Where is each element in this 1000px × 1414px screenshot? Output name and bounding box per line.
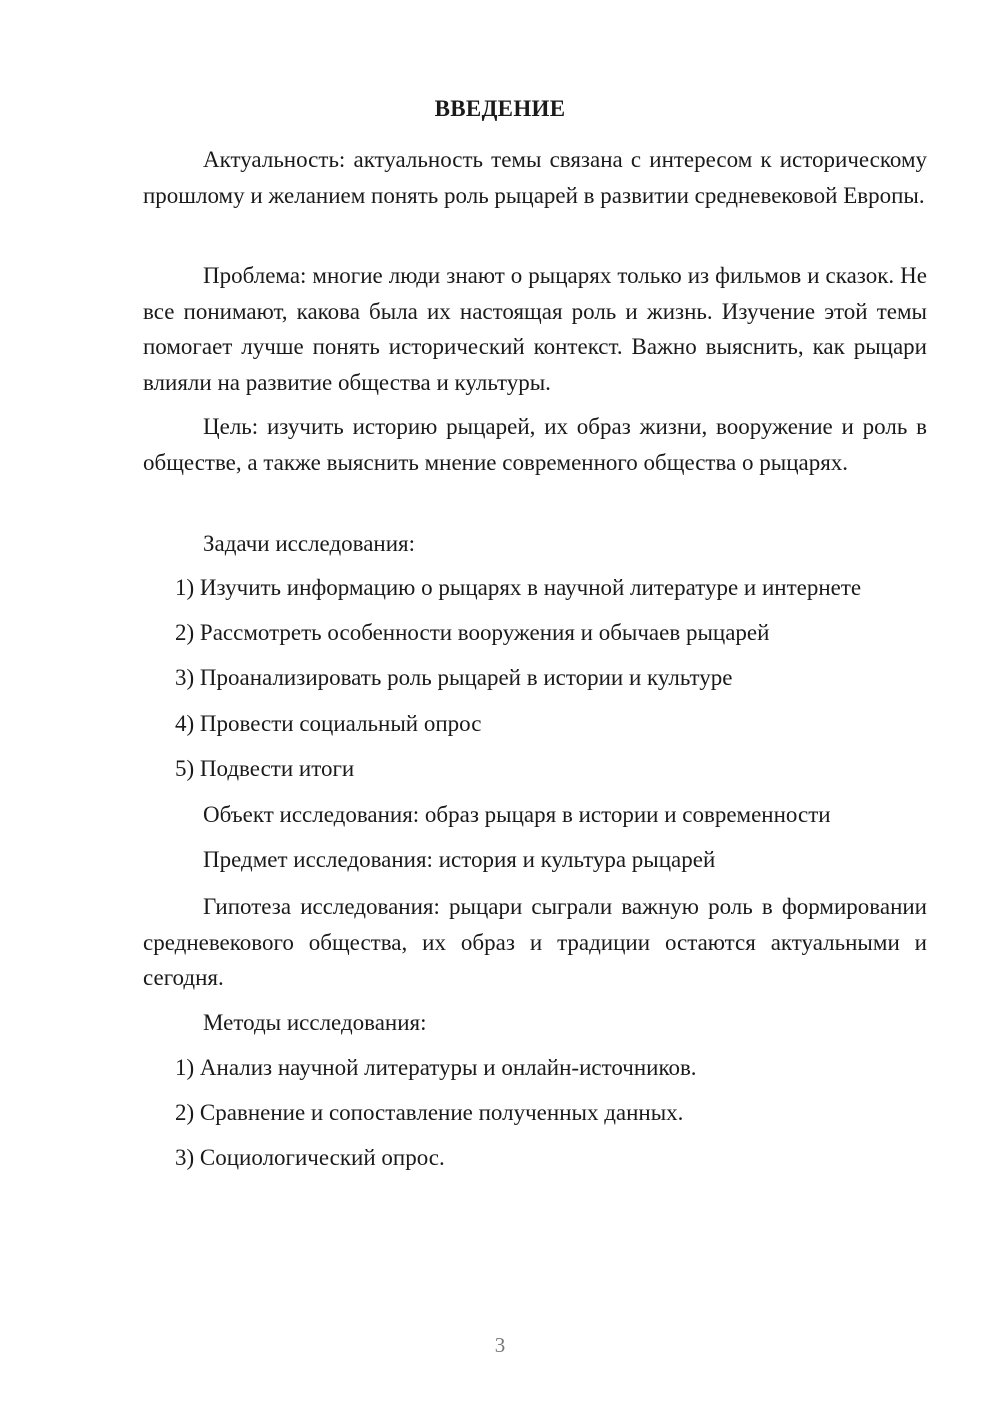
task-item: 3) Проанализировать роль рыцарей в истории и культуре bbox=[175, 665, 733, 690]
goal-paragraph: Цель: изучить историю рыцарей, их образ жизни, вооружение и роль в обществе, а также выяснить мнение современного общества о рыцарях. bbox=[143, 414, 927, 475]
page-title: ВВЕДЕНИЕ bbox=[434, 96, 566, 121]
task-item: 5) Подвести итоги bbox=[175, 756, 355, 781]
problem-paragraph: Проблема: многие люди знают о рыцарях только из фильмов и сказок. Не все понимают, какова была их настоящая роль и жизнь. Изучение этой темы помогает лучше понять исторический контекст. Важно выяснить, как рыцари влияли на развитие общества и культуры. bbox=[143, 263, 927, 395]
method-item: 2) Сравнение и сопоставление полученных данных. bbox=[175, 1100, 684, 1125]
methods-heading: Методы исследования: bbox=[203, 1010, 427, 1035]
relevance-paragraph: Актуальность: актуальность темы связана с интересом к историческому прошлому и желанием понять роль рыцарей в развитии средневековой Европы. bbox=[143, 147, 927, 208]
method-item: 1) Анализ научной литературы и онлайн-источников. bbox=[175, 1055, 697, 1080]
method-item: 3) Социологический опрос. bbox=[175, 1145, 445, 1170]
hypothesis-paragraph: Гипотеза исследования: рыцари сыграли важную роль в формировании средневекового общества, их образ и традиции остаются актуальными и сегодня. bbox=[143, 894, 927, 990]
page-number: 3 bbox=[494, 1333, 506, 1357]
research-subject: Предмет исследования: история и культура рыцарей bbox=[203, 847, 716, 872]
task-item: 1) Изучить информацию о рыцарях в научной литературе и интернете bbox=[175, 575, 862, 600]
task-item: 2) Рассмотреть особенности вооружения и обычаев рыцарей bbox=[175, 620, 770, 645]
research-object: Объект исследования: образ рыцаря в истории и современности bbox=[203, 802, 831, 827]
tasks-heading: Задачи исследования: bbox=[203, 531, 416, 556]
task-item: 4) Провести социальный опрос bbox=[175, 711, 482, 736]
